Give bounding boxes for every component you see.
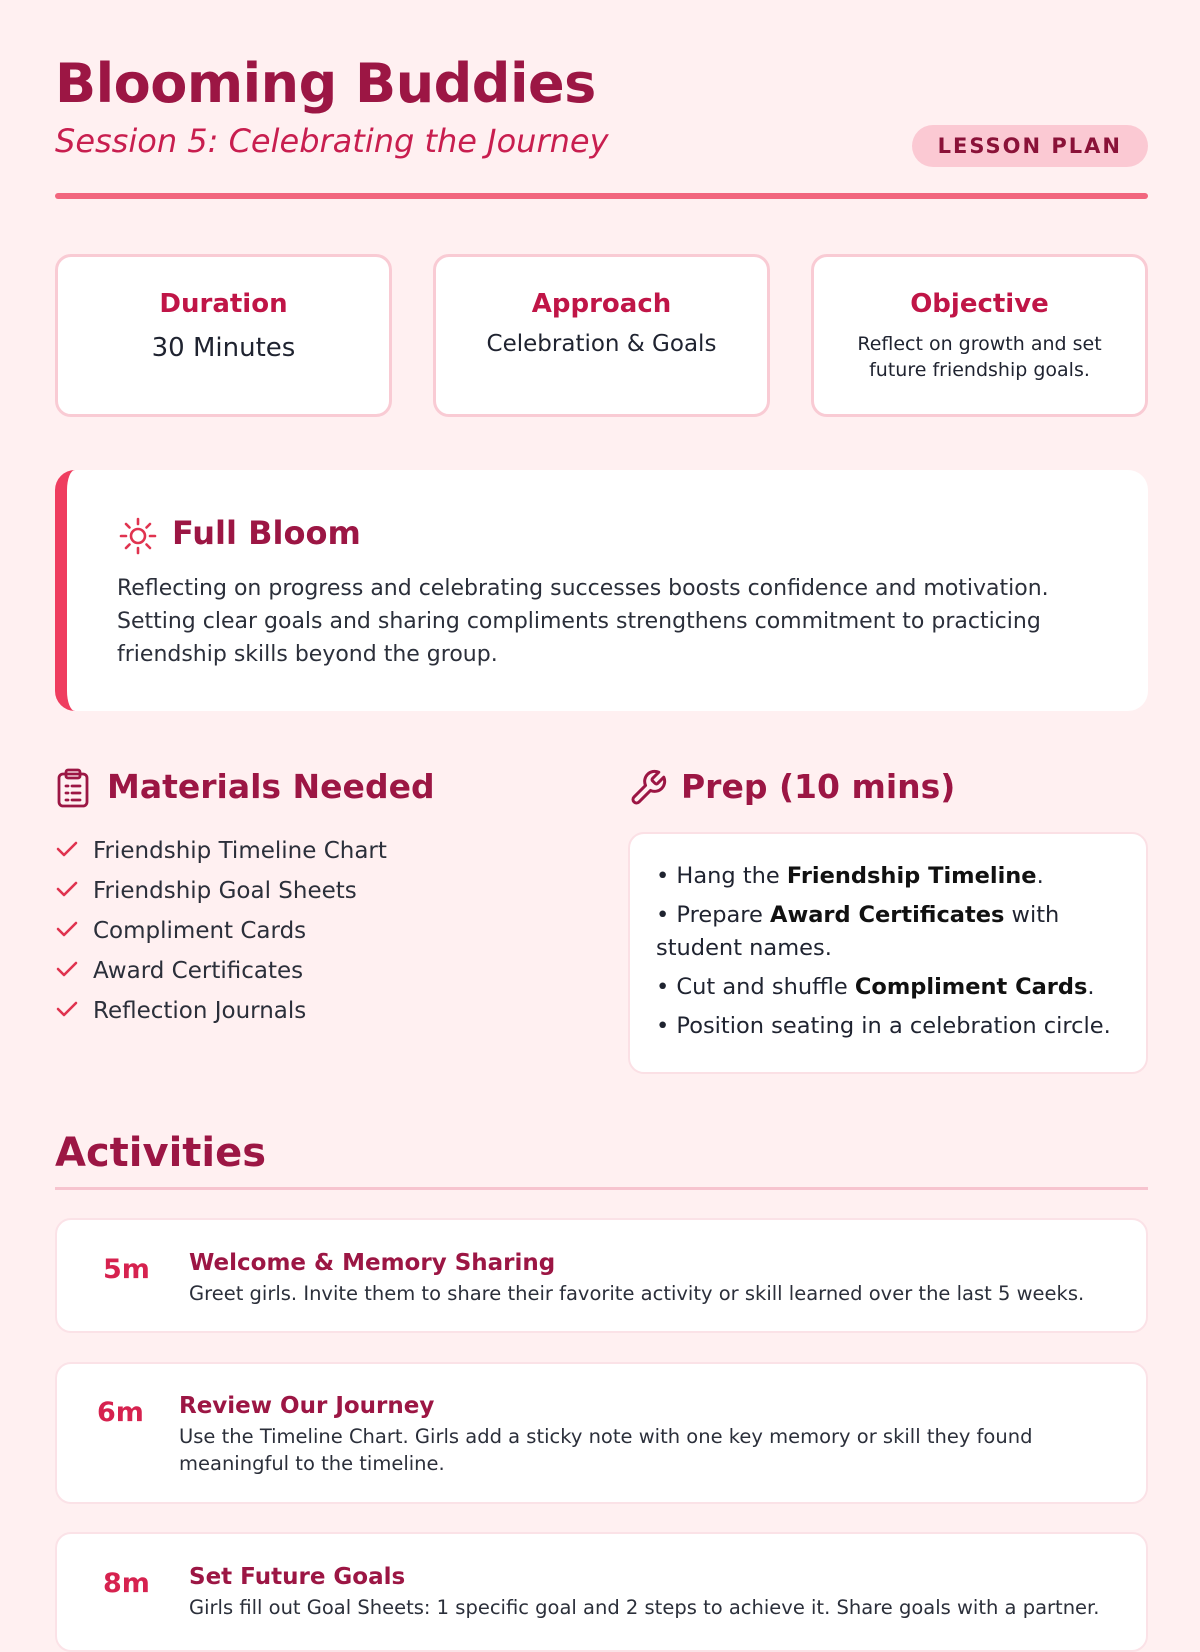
activity-description: Greet girls. Invite them to share their favorite activity or skill learned over the last 5 weeks. <box>189 1282 1085 1305</box>
check-icon <box>55 918 93 944</box>
check-icon <box>55 998 93 1024</box>
header-divider <box>55 193 1148 199</box>
activity-card <box>55 1532 1148 1652</box>
approach-value: Celebration & Goals <box>486 331 717 357</box>
list-item <box>55 831 575 871</box>
callout-title: Full Bloom <box>172 514 361 552</box>
sun-icon <box>118 516 158 560</box>
activity-card <box>55 1218 1148 1333</box>
activity-duration: 8m <box>103 1568 150 1599</box>
activity-name: Welcome & Memory Sharing <box>189 1250 556 1276</box>
material-item-label: Award Certificates <box>93 958 304 984</box>
check-icon <box>55 878 93 904</box>
approach-card <box>433 254 770 417</box>
prep-item: • Prepare Award Certificates with student names. <box>656 902 1060 961</box>
objective-card <box>811 254 1148 417</box>
activities-divider <box>55 1187 1148 1190</box>
duration-value: 30 Minutes <box>151 333 296 363</box>
activity-duration: 5m <box>103 1254 150 1285</box>
material-item-label: Friendship Goal Sheets <box>93 878 357 904</box>
activity-duration: 6m <box>97 1397 144 1428</box>
wrench-icon <box>628 768 668 812</box>
material-item-label: Reflection Journals <box>93 998 307 1024</box>
check-icon <box>55 958 93 984</box>
activity-description: Use the Timeline Chart. Girls add a sticky note with one key memory or skill they found meaningful to the timeline. <box>179 1425 1033 1475</box>
lesson-plan-badge: LESSON PLAN <box>912 125 1148 167</box>
activity-name: Set Future Goals <box>189 1564 406 1590</box>
material-item-label: Compliment Cards <box>93 918 307 944</box>
materials-heading: Materials Needed <box>107 767 435 806</box>
prep-box <box>628 832 1148 1074</box>
prep-item: • Cut and shuffle Compliment Cards. <box>656 974 1095 1000</box>
prep-item: • Hang the Friendship Timeline. <box>656 863 1044 889</box>
activity-name: Review Our Journey <box>179 1393 435 1419</box>
materials-list <box>55 831 575 1031</box>
activity-card <box>55 1362 1148 1504</box>
material-item-label: Friendship Timeline Chart <box>93 838 387 864</box>
activities-heading: Activities <box>55 1130 267 1176</box>
callout-body: Reflecting on progress and celebrating successes boosts confidence and motivation. Setting clear goals and sharing compliments strengthens commitment to practicing friendship skills beyond the group. <box>117 576 1049 667</box>
list-item <box>55 911 575 951</box>
objective-label: Objective <box>910 289 1049 319</box>
session-subtitle: Session 5: Celebrating the Journey <box>55 122 609 160</box>
activity-description: Girls fill out Goal Sheets: 1 specific goal and 2 steps to achieve it. Share goals with a partner. <box>189 1596 1100 1619</box>
list-item <box>55 991 575 1031</box>
list-item <box>55 951 575 991</box>
duration-card <box>55 254 392 417</box>
clipboard-icon <box>55 768 91 812</box>
prep-heading: Prep (10 mins) <box>681 767 956 806</box>
prep-item: • Position seating in a celebration circle. <box>656 1013 1111 1039</box>
objective-value: Reflect on growth and set future friendship goals. <box>857 333 1102 381</box>
check-icon <box>55 838 93 864</box>
approach-label: Approach <box>531 289 672 319</box>
full-bloom-callout <box>55 470 1148 711</box>
list-item <box>55 871 575 911</box>
page-title: Blooming Buddies <box>55 52 596 115</box>
duration-label: Duration <box>159 289 288 319</box>
